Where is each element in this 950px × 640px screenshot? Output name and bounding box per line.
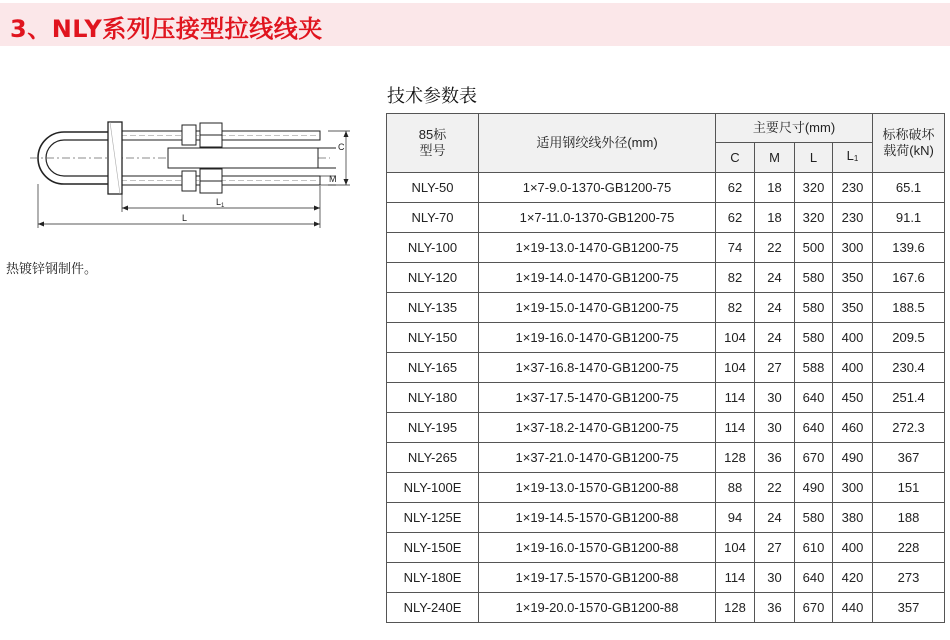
- dim-m-label: M: [329, 174, 337, 184]
- cell-load: 228: [873, 533, 945, 563]
- cell-diameter: 1×7-11.0-1370-GB1200-75: [479, 203, 716, 233]
- cell-diameter: 1×19-13.0-1570-GB1200-88: [479, 473, 716, 503]
- cell-l1: 350: [833, 263, 873, 293]
- cell-m: 36: [755, 443, 795, 473]
- cell-c: 128: [716, 593, 755, 623]
- cell-l1: 440: [833, 593, 873, 623]
- title-band: [0, 3, 950, 46]
- cell-l: 580: [795, 503, 833, 533]
- cell-m: 30: [755, 413, 795, 443]
- cell-l1: 450: [833, 383, 873, 413]
- cell-diameter: 1×37-18.2-1470-GB1200-75: [479, 413, 716, 443]
- cell-l: 320: [795, 173, 833, 203]
- cell-load: 272.3: [873, 413, 945, 443]
- cell-c: 62: [716, 203, 755, 233]
- table-row: [387, 503, 945, 533]
- cell-model: NLY-100: [387, 233, 479, 263]
- table-body: [387, 173, 945, 623]
- dim-c-label: C: [338, 142, 345, 152]
- cell-model: NLY-195: [387, 413, 479, 443]
- header-l1-text: L1: [846, 148, 859, 163]
- cell-l1: 460: [833, 413, 873, 443]
- cell-m: 24: [755, 293, 795, 323]
- dim-l1-label: $L_1$: [216, 197, 225, 209]
- cell-model: NLY-240E: [387, 593, 479, 623]
- table-row: [387, 173, 945, 203]
- header-model: [387, 114, 479, 173]
- header-load: [873, 114, 945, 173]
- cell-l: 640: [795, 383, 833, 413]
- cell-load: 91.1: [873, 203, 945, 233]
- header-c: C: [716, 143, 755, 173]
- header-l1: [833, 143, 873, 173]
- cell-diameter: 1×19-13.0-1470-GB1200-75: [479, 233, 716, 263]
- cell-c: 94: [716, 503, 755, 533]
- cell-m: 36: [755, 593, 795, 623]
- cell-l: 640: [795, 413, 833, 443]
- cell-load: 209.5: [873, 323, 945, 353]
- cell-c: 104: [716, 353, 755, 383]
- cell-l1: 300: [833, 233, 873, 263]
- cell-c: 114: [716, 383, 755, 413]
- cell-l: 320: [795, 203, 833, 233]
- cell-load: 151: [873, 473, 945, 503]
- table-row: [387, 413, 945, 443]
- cell-diameter: 1×37-17.5-1470-GB1200-75: [479, 383, 716, 413]
- page-title: 3、NLY系列压接型拉线线夹: [10, 15, 323, 43]
- cell-l: 670: [795, 443, 833, 473]
- cell-model: NLY-150: [387, 323, 479, 353]
- cell-diameter: 1×7-9.0-1370-GB1200-75: [479, 173, 716, 203]
- cell-l1: 380: [833, 503, 873, 533]
- cell-l1: 400: [833, 353, 873, 383]
- header-load-line2: 载荷(kN): [883, 143, 934, 158]
- cell-model: NLY-100E: [387, 473, 479, 503]
- cell-l1: 350: [833, 293, 873, 323]
- cell-load: 188: [873, 503, 945, 533]
- cell-m: 24: [755, 323, 795, 353]
- cell-diameter: 1×19-17.5-1570-GB1200-88: [479, 563, 716, 593]
- cell-c: 62: [716, 173, 755, 203]
- cell-l1: 300: [833, 473, 873, 503]
- cell-m: 18: [755, 173, 795, 203]
- cell-l1: 420: [833, 563, 873, 593]
- cell-diameter: 1×37-16.8-1470-GB1200-75: [479, 353, 716, 383]
- table-row: [387, 533, 945, 563]
- cell-c: 114: [716, 413, 755, 443]
- parameter-table: [386, 113, 945, 623]
- cell-load: 65.1: [873, 173, 945, 203]
- table-row: [387, 263, 945, 293]
- cell-diameter: 1×19-14.0-1470-GB1200-75: [479, 263, 716, 293]
- cell-m: 22: [755, 473, 795, 503]
- header-main-dimensions: 主要尺寸(mm): [716, 114, 873, 143]
- header-m: M: [755, 143, 795, 173]
- cell-m: 24: [755, 503, 795, 533]
- cell-diameter: 1×37-21.0-1470-GB1200-75: [479, 443, 716, 473]
- cell-l: 490: [795, 473, 833, 503]
- table-row: [387, 353, 945, 383]
- cell-m: 30: [755, 383, 795, 413]
- cell-load: 139.6: [873, 233, 945, 263]
- header-model-line1: 85标: [418, 127, 447, 142]
- table-row: [387, 203, 945, 233]
- table-row: [387, 443, 945, 473]
- cell-load: 230.4: [873, 353, 945, 383]
- cell-c: 128: [716, 443, 755, 473]
- cell-load: 273: [873, 563, 945, 593]
- cell-c: 74: [716, 233, 755, 263]
- table-title: 技术参数表: [387, 86, 477, 107]
- cell-model: NLY-135: [387, 293, 479, 323]
- header-diameter: 适用钢绞线外径(mm): [479, 114, 716, 173]
- header-load-line1: 标称破坏: [882, 127, 935, 142]
- cell-c: 104: [716, 323, 755, 353]
- cell-l1: 400: [833, 533, 873, 563]
- dim-l-label: L: [182, 213, 188, 223]
- table-row: [387, 293, 945, 323]
- cell-load: 167.6: [873, 263, 945, 293]
- table-row: [387, 383, 945, 413]
- cell-l1: 230: [833, 203, 873, 233]
- cell-model: NLY-180E: [387, 563, 479, 593]
- cell-l: 500: [795, 233, 833, 263]
- cell-c: 88: [716, 473, 755, 503]
- cell-diameter: 1×19-15.0-1470-GB1200-75: [479, 293, 716, 323]
- cell-m: 27: [755, 533, 795, 563]
- cell-l: 580: [795, 323, 833, 353]
- cell-m: 27: [755, 353, 795, 383]
- cell-m: 30: [755, 563, 795, 593]
- cell-l: 580: [795, 293, 833, 323]
- cell-load: 251.4: [873, 383, 945, 413]
- cell-c: 82: [716, 293, 755, 323]
- cell-load: 357: [873, 593, 945, 623]
- header-model-line2: 型号: [419, 143, 446, 158]
- table-row: [387, 323, 945, 353]
- cell-l1: 400: [833, 323, 873, 353]
- cell-load: 188.5: [873, 293, 945, 323]
- cell-diameter: 1×19-16.0-1470-GB1200-75: [479, 323, 716, 353]
- cell-l1: 230: [833, 173, 873, 203]
- cell-l: 640: [795, 563, 833, 593]
- cell-m: 22: [755, 233, 795, 263]
- table-row: [387, 233, 945, 263]
- clamp-drawing-svg: [0, 104, 360, 244]
- table-row: [387, 593, 945, 623]
- cell-diameter: 1×19-20.0-1570-GB1200-88: [479, 593, 716, 623]
- header-l: L: [795, 143, 833, 173]
- cell-model: NLY-120: [387, 263, 479, 293]
- cell-c: 104: [716, 533, 755, 563]
- cell-diameter: 1×19-16.0-1570-GB1200-88: [479, 533, 716, 563]
- cell-model: NLY-150E: [387, 533, 479, 563]
- cell-c: 82: [716, 263, 755, 293]
- cell-model: NLY-265: [387, 443, 479, 473]
- cell-model: NLY-180: [387, 383, 479, 413]
- cell-l: 588: [795, 353, 833, 383]
- cell-l: 610: [795, 533, 833, 563]
- cell-l: 670: [795, 593, 833, 623]
- material-note: 热镀锌钢制件。: [6, 262, 98, 277]
- cell-l: 580: [795, 263, 833, 293]
- cell-m: 18: [755, 203, 795, 233]
- cell-model: NLY-165: [387, 353, 479, 383]
- table-row: [387, 563, 945, 593]
- clamp-drawing: [0, 104, 360, 244]
- table-row: [387, 473, 945, 503]
- cell-diameter: 1×19-14.5-1570-GB1200-88: [479, 503, 716, 533]
- cell-model: NLY-50: [387, 173, 479, 203]
- cell-load: 367: [873, 443, 945, 473]
- cell-c: 114: [716, 563, 755, 593]
- cell-model: NLY-70: [387, 203, 479, 233]
- cell-model: NLY-125E: [387, 503, 479, 533]
- cell-l1: 490: [833, 443, 873, 473]
- cell-m: 24: [755, 263, 795, 293]
